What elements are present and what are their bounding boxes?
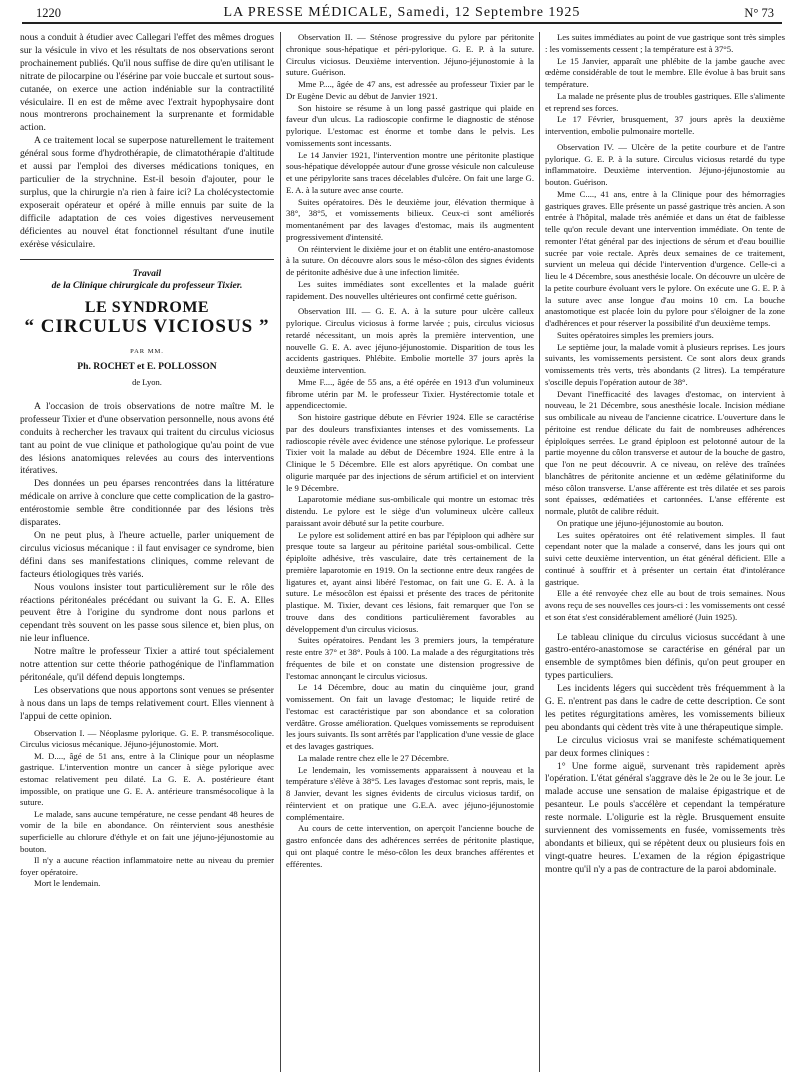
- paragraph: Le septième jour, la malade vomit à plusieurs reprises. Les jours suivants, les vomissements persistent. Ce sont alors deux grands vomissements très verts, très abondants (2 litres). La température s'oscille depuis l'opération autour de 38°.: [545, 341, 785, 387]
- paragraph: Au cours de cette intervention, on aperçoit l'ancienne bouche de gastro enfoncée dans des adhérences serrées de péritonite plastique, qui ont plaqué contre le méso-côlon les deux branches afférentes et efférentes.: [286, 823, 534, 869]
- clinic-line: de la Clinique chirurgicale du professeur Tixier.: [51, 280, 243, 292]
- observation-title: Observation II. — Sténose progressive du pylore par péritonite chronique sous-hépatique et péri-pylorique. G. E. P. à la suture. Circulus viciosus. Deuxième intervention. Jéjuno-jéjunostomie à la suture. Guérison.: [286, 32, 534, 78]
- paragraph: On réintervient le dixième jour et on établit une entéro-anastomose à la suture. On découvre alors sous le méso-côlon des signes évidents de péritonite adhésive due à une infection limitée.: [286, 243, 534, 277]
- paragraph: Suites opératoires. Dès le deuxième jour, élévation thermique à 38°, 38°5, et vomissements bilieux. Ceux-ci sont améliorés momentanément par des lavages d'estomac, mais ils augmentent progressivement d'intensité.: [286, 196, 534, 242]
- column-divider-1: [280, 32, 281, 1072]
- article-title-line2: “ CIRCULUS VICIOSUS ”: [24, 316, 270, 338]
- travail-line: Travail: [132, 268, 162, 280]
- paragraph: Devant l'inefficacité des lavages d'estomac, on intervient à nouveau, le 21 Décembre, sous anesthésie locale. Incision médiane sus ombilicale au niveau de l'ancienne cicatrice. L'ouverture dans le péritoine est rendue délicate du fait de nombreuses adhérences épiploïques serrées. Le grand épiploon est pelotonné autour de la partie moyenne du côlon transverse et autour de la bouche de gastro, que l'on ne peut découvrir. A ce niveau, on relève des traînées blanchâtres de péritonite ancienne et un œdème gélatiniforme du méso côlon transverse. L'anse afférente est très dilatée et ses parois sont épaisses, œdématiées et cartonnées. L'anse efférente est normale, plutôt de calibre réduit.: [545, 388, 785, 516]
- paragraph: Suites opératoires. Pendant les 3 premiers jours, la température reste entre 37° et 38°. Pouls à 100. La malade a des régurgitations très fréquentes de bile et on constate une distension progressive de l'estomac annonçant le circulus viciosus.: [286, 635, 534, 681]
- journal-title: LA PRESSE MÉDICALE, Samedi, 12 Septembre 1925: [223, 5, 581, 20]
- page-header: [22, 4, 782, 24]
- header-rule: [22, 22, 782, 24]
- paragraph: La malade rentre chez elle le 27 Décembre.: [298, 752, 449, 763]
- page-number: 1220: [36, 6, 61, 20]
- paragraph: Le lendemain, les vomissements apparaissent à nouveau et la température s'élève à 38°5. Les lavages d'estomac sont repris, mais, le 8 Janvier, devant les signes évidents de circulus viciosus tardif, on réintervient et on pratique une G.E.A. avec jéjuno-jéjunostomie complémentaire.: [286, 764, 534, 822]
- paragraph: A ce traitement local se superpose naturellement le traitement général sous forme d'hydrothérapie, de climatothérapie d'altitude et aussi par l'emploi des diverses médications toniques, en particulier de la strychnine. Est-il besoin d'ajouter, pour le surplus, que la chirurgie n'a rien à faire ici? La cholécystectomie exposerait opérateur et opéré à mille ennuis par suite de la difficile adaptation de ces voies digestives nerveusement déficientes au nouvel état fonctionnel résultant d'une inutile exérèse vésiculaire.: [20, 135, 274, 250]
- by-line: PAR MM.: [130, 348, 164, 356]
- paragraph: Le 14 Décembre, douc au matin du cinquième jour, grand vomissement. On fait un lavage d'estomac; le liquide retiré de l'estomac est caractéristique par son abondance et sa coloration verdâtre. Grosse amélioration. Quelques vomissements se reproduisent les jours suivants. Ils sont arrêtés par l'application d'une vessie de glace et des lavages gastriques.: [286, 682, 534, 751]
- paragraph: Les suites immédiates au point de vue gastrique sont très simples : les vomissements cessent ; la température est à 37°5.: [545, 32, 785, 54]
- paragraph: Mme P...., âgée de 47 ans, est adressée au professeur Tixier par le Dr Eugène Devic au début de Janvier 1921.: [286, 79, 534, 101]
- paragraph: Mme F...., âgée de 55 ans, a été opérée en 1913 d'un volumineux fibrome utérin par M. le professeur Tixier. Hystérectomie totale et appendicectomie.: [286, 376, 534, 411]
- paragraph: Les suites opératoires ont été relativement simples. Il faut cependant noter que la malade a conservé, dans les jours qui ont suivi cette deuxième intervention, un état général déficient. Elle a continué à souffrir et à présenter un certain état d'intolérance gastrique.: [545, 529, 785, 587]
- issue-number: N° 73: [744, 6, 774, 20]
- paragraph: Son histoire se résume à un long passé gastrique qui plaide en faveur d'un ulcus. La radioscopie confirme le diagnostic de sténose pylorique. L'estomac est énorme et tombe dans le pelvis. Les vomissements sont incessants.: [286, 102, 534, 148]
- column-divider-2: [539, 32, 540, 1072]
- paragraph: Le 14 Janvier 1921, l'intervention montre une péritonite plastique sous-hépatique développée autour d'une grosse vésicule non calculeuse et une péripylorite sans traces décelables d'ulcère. On fait une large G. E. A. à la suture avec anse courte.: [286, 149, 534, 195]
- paragraph: Mort le lendemain.: [34, 878, 101, 889]
- paragraph: Le tableau clinique du circulus viciosus succédant à une gastro-entéro-anastomose se caractérise en général par un ensemble de symptômes bien définis, qu'on peut grouper en types particuliers.: [545, 631, 785, 682]
- observation-title: Observation III. — G. E. A. à la suture pour ulcère calleux pylorique. Circulus viciosus à forme larvée ; puis, circulus viciosus retardé nécessitant, un mois après la première intervention, une nouvelle G. E. A. avec jéjuno-jéjunostomie. Disparition de tous les accidents gastriques. Phlébite. Embolie mortelle 37 jours après la deuxième intervention.: [286, 306, 534, 375]
- paragraph: nous a conduit à étudier avec Callegari l'effet des mêmes drogues sur la vésicule in vivo et les résultats de nos observations seront prochainement publiés. Qu'il nous suffise de dire qu'en utilisant le nitrate de pilocarpine ou l'ésérine par voie buccale et surtout sous-cutanée, on exerce une action indéniable sur la contractilité vésiculaire. Il en est de même avec l'extrait hypophysaire dont nous montrerons prochainement la surprenante et formidable action.: [20, 32, 274, 134]
- paragraph: On pratique une jéjuno-jéjunostomie au bouton.: [557, 517, 724, 528]
- section-divider: [20, 259, 274, 260]
- paragraph: A l'occasion de trois observations de notre maître M. le professeur Tixier et d'une observation personnelle, nous avons été conduits à rechercher les travaux qui traitent du circulus viciosus tant au point de vue clinique et pathologique qu'au point de vue des lésions anatomiques relevées au cours des interventions itératives.: [20, 400, 274, 477]
- paragraph: Les incidents légers qui succèdent très fréquemment à la G. E. n'entrent pas dans le cadre de cette description. Ce sont les petites régurgitations amères, les vomissements bilieux peu abondants qui cèdent très vite à une thérapeutique simple.: [545, 683, 785, 733]
- paragraph: Le pylore est solidement attiré en bas par l'épiploon qui adhère sur presque toute sa largeur au péritoine pariétal sous-ombilical. Cette épiploïte adhésive, très vasculaire, date très certainement de la première laparotomie en 1919. On la sectionne entre deux rangées de ligatures et, ayant ainsi libéré l'estomac, on fait une G. E. A. à la suture. Le mésocôlon est épaissi et présente des traces de péritonite plastique. M. Tixier, devant ces lésions, fait remarquer que l'on se trouve dans des conditions particulièrement favorables au développement d'un circulus viciosus.: [286, 529, 534, 634]
- paragraph: Le circulus viciosus vrai se manifeste schématiquement par deux formes cliniques :: [545, 734, 785, 759]
- column-2: [286, 32, 534, 1072]
- paragraph: Les suites immédiates sont excellentes et la malade guérit rapidement. Des nouvelles ultérieures ont confirmé cette guérison.: [286, 278, 534, 301]
- paragraph: Son histoire gastrique débute en Février 1924. Elle se caractérise par des douleurs transfixiantes intenses et des vomissements. La radioscopie révèle avec évidence une sténose pylorique. Le professeur Tixier voit la malade au début de Décembre 1924. Elle entre à la Clinique le 5 Décembre. Elle est alors apyrétique. On combat une oligurie marquée par des injections de sérum artificiel et on intervient le 9 Décembre.: [286, 412, 534, 493]
- paragraph: Mme C...., 41 ans, entre à la Clinique pour des hémorragies gastriques graves. Elle présente un passé gastrique très ancien. A son entrée à l'hôpital, malade très anémiée et dans un état de faiblesse telle qu'on recule devant une intervention immédiate. On tente de remonter l'état général par des injections de sérum et d'eau bouillie sucrée par voie rectale. Après deux semaines de ce traitement, survient un meleua qui décide l'intervention d'urgence. Celle-ci a lieu le 4 Décembre, sous anesthésie locale. On découvre un ulcère de la petite courbure évoluant vers le pylore. On exécute une G. E. P. à la suture avec anse longue d'au moins 10 cm. La bouche anastomotique est placée loin du pylore pour s'éloigner de la zone d'adhérences et pour réserver la possibilité d'un deuxième temps.: [545, 188, 785, 328]
- observation-title: Observation IV. — Ulcère de la petite courbure et de l'antre pylorique. G. E. P. à la suture. Circulus viciosus retardé du type inflammatoire. Deuxième intervention. Jéjuno-jéjunostomie au bouton. Guérison.: [545, 141, 785, 187]
- paragraph: M. D...., âgé de 51 ans, entre à la Clinique pour un néoplasme gastrique. L'intervention montre un cancer à siège pylorique avec estomac relativement peu dilaté. La G. E. A. postérieure étant impossible, on pratique une G. E. A. antérieure transmésocolique à la suture.: [20, 750, 274, 808]
- paragraph: 1° Une forme aiguë, survenant très rapidement après l'opération. L'état général s'aggrave dès le 2e ou le 3e jour. Le malade accuse une sensation de malaise épigastrique et de pesanteur. Le pouls s'accélère et cependant la température reste normale. L'oligurie est la règle. Brusquement ensuite surviennent des vomissements en fusée, vomissements très abondants et bilieux, qui se répètent deux ou plusieurs fois en vingt-quatre heures. L'examen de la région épigastrique montre qu'il n'y a pas de contracture de la paroi abdominale.: [545, 760, 785, 875]
- observation-title: Observation I. — Néoplasme pylorique. G. E. P. transmésocolique. Circulus viciosus mécanique. Jéjuno-jéjunostomie. Mort.: [20, 727, 274, 750]
- paragraph: Les observations que nous apportons sont venues se présenter à nous dans un laps de temps relativement court. Elles viennent à l'appui de cette opinion.: [20, 684, 274, 722]
- paragraph: Des données un peu éparses rencontrées dans la littérature médicale on arrive à conclure que cette complication de la gastro-entérostomie semble être conditionnée par des lésions très disparates.: [20, 478, 274, 529]
- paragraph: Laparotomie médiane sus-ombilicale qui montre un estomac très distendu. Le pylore est le siège d'un volumineux ulcère calleux paraissant avoir débuté sur la petite courbure.: [286, 494, 534, 528]
- article-title-line1: LE SYNDROME: [84, 299, 210, 317]
- paragraph: On ne peut plus, à l'heure actuelle, parler uniquement de circulus viciosus mécanique : il faut envisager ce syndrome, bien défini dans ses manifestations cliniques, comme relevant de facteurs étiologiques très variés.: [20, 530, 274, 580]
- paragraph: La malade ne présente plus de troubles gastriques. Elle s'alimente et reprend ses forces.: [545, 90, 785, 113]
- paragraph: Le 17 Février, brusquement, 37 jours après la deuxième intervention, embolie pulmonaire mortelle.: [545, 114, 785, 136]
- paragraph: Le 15 Janvier, apparaît une phlébite de la jambe gauche avec œdème considérable de tout le membre. Elle évolue à bas bruit sans température.: [545, 55, 785, 89]
- column-3: [545, 32, 785, 1072]
- travail-heading: [20, 268, 274, 292]
- author-city: de Lyon.: [132, 377, 162, 388]
- paragraph: Le malade, sans aucune température, ne cesse pendant 48 heures de vomir de la bile en abondance. On réintervient sous anesthésie superficielle au chlorure d'éthyle et on fait une jéjuno-jéjunostomie au bouton.: [20, 808, 274, 854]
- paragraph: Elle a été renvoyée chez elle au bout de trois semaines. Nous avons reçu de ses nouvelles ces jours-ci : les vomissements ont cessé et son état s'est considérablement amélioré (Juin 1925).: [545, 588, 785, 622]
- paragraph: Notre maître le professeur Tixier a attiré tout spécialement notre attention sur cette théorie pathogénique de l'inflammation péritonéale, qu'il défend depuis longtemps.: [20, 646, 274, 683]
- authors: Ph. ROCHET et E. POLLOSSON: [77, 361, 217, 373]
- paragraph: Nous voulons insister tout particulièrement sur le rôle des réactions péritonéales précédant ou suivant la G. E. A. Elles peuvent être à l'origine du syndrome dont nous parlons et cependant très souvent on les passe sous silence et, bien plus, on nie leur influence.: [20, 581, 274, 645]
- column-1: [20, 32, 274, 1072]
- paragraph: Il n'y a aucune réaction inflammatoire nette au niveau du premier foyer opératoire.: [20, 855, 274, 877]
- paragraph: Suites opératoires simples les premiers jours.: [557, 329, 714, 340]
